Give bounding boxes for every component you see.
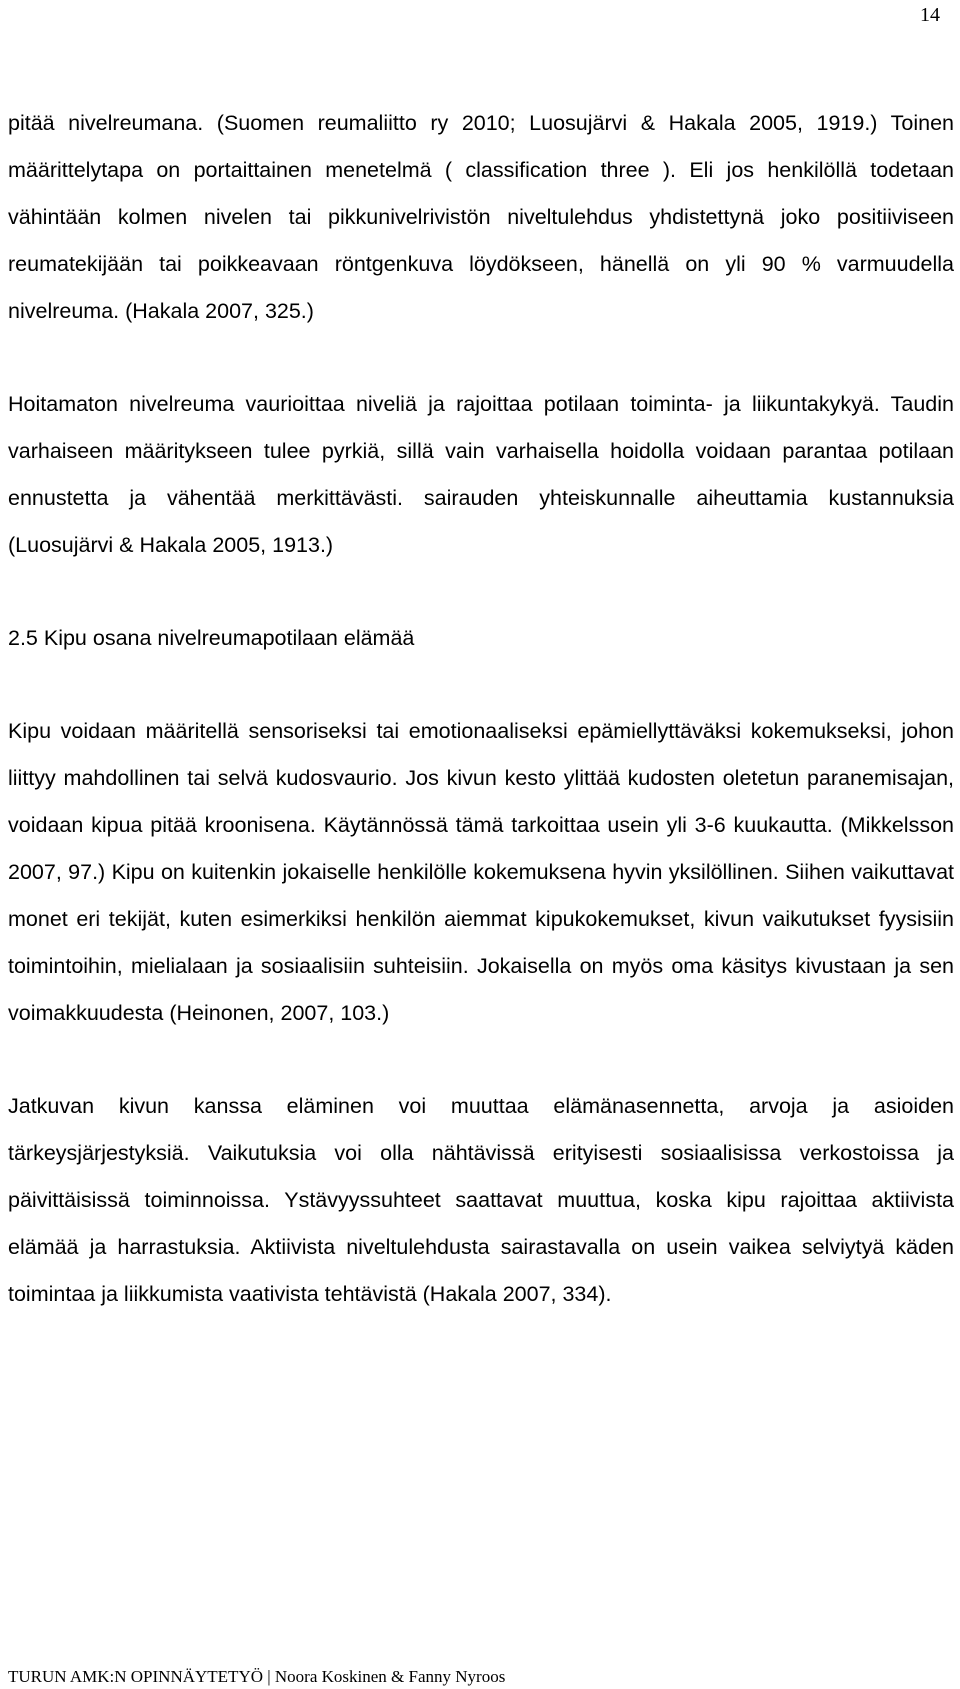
page-footer: TURUN AMK:N OPINNÄYTETYÖ | Noora Koskinen & Fanny Nyroos [8,1667,506,1686]
paragraph-untreated-rheumatoid: Hoitamaton nivelreuma vaurioittaa niveliä ja rajoittaa potilaan toiminta- ja liikuntakykyä. Taudin varhaiseen määritykseen tulee pyrkiä, sillä vain varhaisella hoidolla voidaan parantaa potilaan ennustetta ja vähentää merkittävästi. sairauden yhteiskunnalle aiheuttamia kustannuksia (Luosujärvi & Hakala 2005, 1913.) [8,392,954,557]
page-number: 14 [920,4,940,26]
paragraph-rheumatoid-classification: pitää nivelreumana. (Suomen reumaliitto ry 2010; Luosujärvi & Hakala 2005, 1919.) Toinen määrittelytapa on portaittainen menetelmä ( classification three ). Eli jos henkilöllä todetaan vähintään kolmen nivelen tai pikkunivelrivistön niveltulehdus yhdistettynä joko positiiviseen reumatekijään tai poikkeavaan röntgenkuva löydökseen, hänellä on yli 90 % varmuudella nivelreuma. (Hakala 2007, 325.) [8,111,954,323]
section-heading: 2.5 Kipu osana nivelreumapotilaan elämää [8,626,415,650]
paragraph-pain-definition: Kipu voidaan määritellä sensoriseksi tai emotionaaliseksi epämiellyttäväksi kokemukseksi, johon liittyy mahdollinen tai selvä kudosvaurio. Jos kivun kesto ylittää kudosten oletetun paranemisajan, voidaan kipua pitää kroonisena. Käytännössä tämä tarkoittaa usein yli 3-6 kuukautta. (Mikkelsson 2007, 97.) Kipu on kuitenkin jokaiselle henkilölle kokemuksena hyvin yksilöllinen. Siihen vaikuttavat monet eri tekijät, kuten esimerkiksi henkilön aiemmat kipukokemukset, kivun vaikutukset fyysisiin toimintoihin, mielialaan ja sosiaalisiin suhteisiin. Jokaisella on myös oma käsitys kivustaan ja sen voimakkuudesta (Heinonen, 2007, 103.) [8,719,954,1025]
paragraph-chronic-pain-life: Jatkuvan kivun kanssa eläminen voi muuttaa elämänasennetta, arvoja ja asioiden tärkeysjärjestyksiä. Vaikutuksia voi olla nähtävissä erityisesti sosiaalisissa verkostoissa ja päivittäisissä toiminnoissa. Ystävyyssuhteet saattavat muuttua, koska kipu rajoittaa aktiivista elämää ja harrastuksia. Aktiivista niveltulehdusta sairastavalla on usein vaikea selviytyä käden toimintaa ja liikkumista vaativista tehtävistä (Hakala 2007, 334). [8,1094,954,1306]
document-body [8,100,954,1364]
